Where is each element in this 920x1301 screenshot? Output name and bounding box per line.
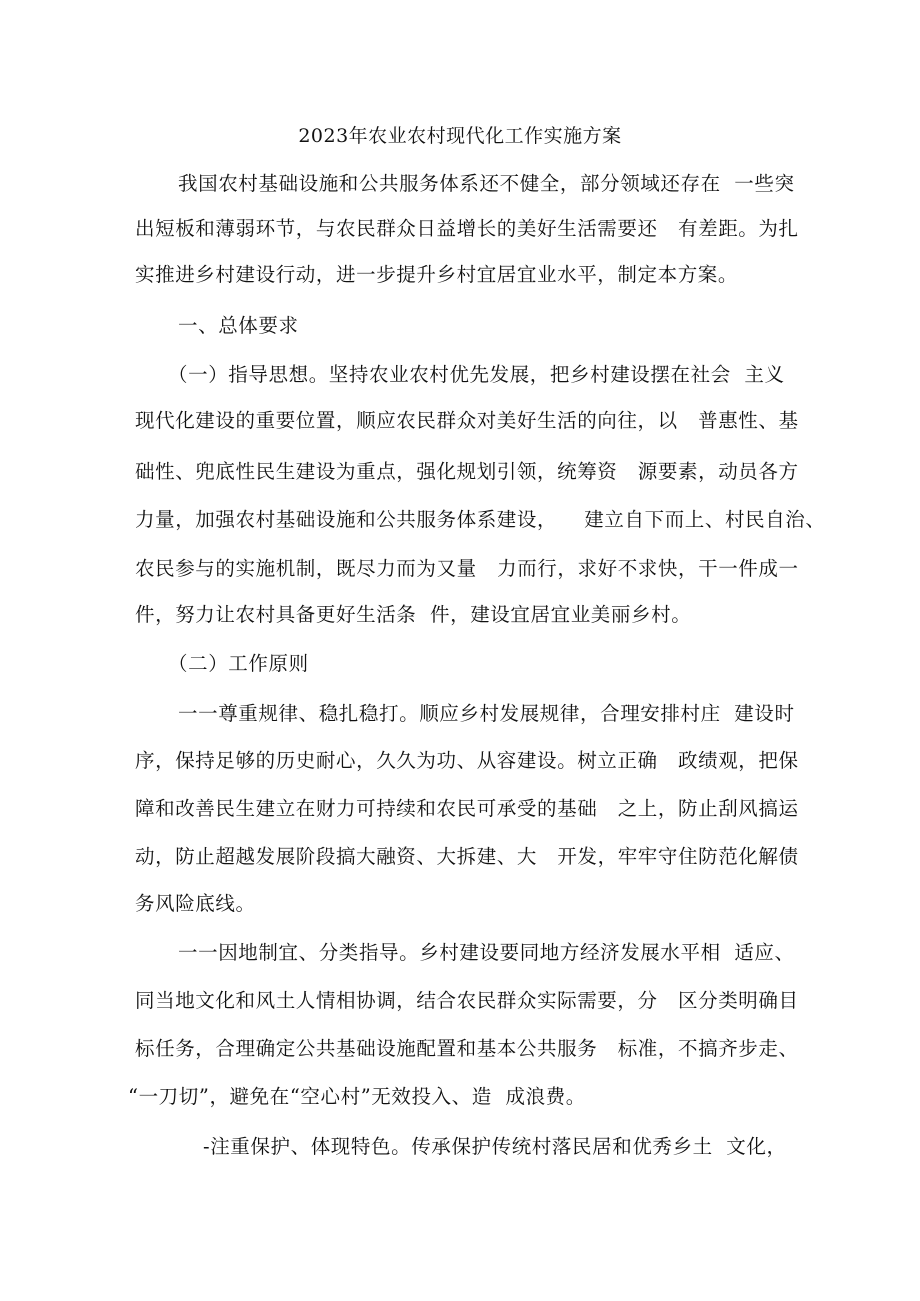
paragraph-line: 件，努力让农村具备更好生活条 件，建设宜居宜业美丽乡村。 xyxy=(135,603,692,626)
paragraph-line: 实推进乡村建设行动，进一步提升乡村宜居宜业水平，制定本方案。 xyxy=(135,263,739,286)
paragraph-line: 础性、兜底性民生建设为重点，强化规划引领，统筹资 源要素，动员各方 xyxy=(135,460,799,483)
paragraph-line: 出短板和薄弱环节，与农民群众日益增长的美好生活需要还 有差距。为扎 xyxy=(135,217,799,240)
paragraph-line: 务风险底线。 xyxy=(135,892,256,915)
paragraph-line: 序，保持足够的历史耐心，久久为功、从容建设。树立正确 政绩观，把保 xyxy=(135,749,799,772)
paragraph-line: 动，防止超越发展阶段搞大融资、大拆建、大 开发，牢牢守住防范化解债 xyxy=(135,845,799,868)
paragraph-line: 同当地文化和风土人情相协调，结合农民群众实际需要，分 区分类明确目 xyxy=(135,989,799,1012)
paragraph-line: “一刀切”，避免在“空心村”无效投入、造 成浪费。 xyxy=(128,1085,586,1108)
paragraph-line: 障和改善民生建立在财力可持续和农民可承受的基础 之上，防止刮风搞运 xyxy=(135,797,799,820)
paragraph-line: 力量，加强农村基础设施和公共服务体系建设， 建立自下而上、村民自治、 xyxy=(135,508,826,531)
paragraph-line: -注重保护、体现特色。传承保护传统村落民居和优秀乡土 文化， xyxy=(203,1135,787,1158)
paragraph-line: 我国农村基础设施和公共服务体系还不健全，部分领域还存在 一些突 xyxy=(178,172,795,195)
paragraph-line: （一）指导思想。坚持农业农村优先发展，把乡村建设摆在社会 主义 xyxy=(168,363,785,386)
section-heading: 一、总体要求 xyxy=(178,314,299,337)
paragraph-line: 一一因地制宜、分类指导。乡村建设要同地方经济发展水平相 适应、 xyxy=(178,941,795,964)
document-title: 2023年农业农村现代化工作实施方案 xyxy=(298,125,622,147)
paragraph-line: 农民参与的实施机制，既尽力而为又量 力而行，求好不求快，干一件成一 xyxy=(135,557,799,580)
subsection-heading: （二）工作原则 xyxy=(168,652,309,675)
paragraph-line: 现代化建设的重要位置，顺应农民群众对美好生活的向往，以 普惠性、基 xyxy=(135,409,799,432)
paragraph-line: 标任务，合理确定公共基础设施配置和基本公共服务 标准，不搞齐步走、 xyxy=(135,1037,799,1060)
paragraph-line: 一一尊重规律、稳扎稳打。顺应乡村发展规律，合理安排村庄 建设时 xyxy=(178,702,795,725)
